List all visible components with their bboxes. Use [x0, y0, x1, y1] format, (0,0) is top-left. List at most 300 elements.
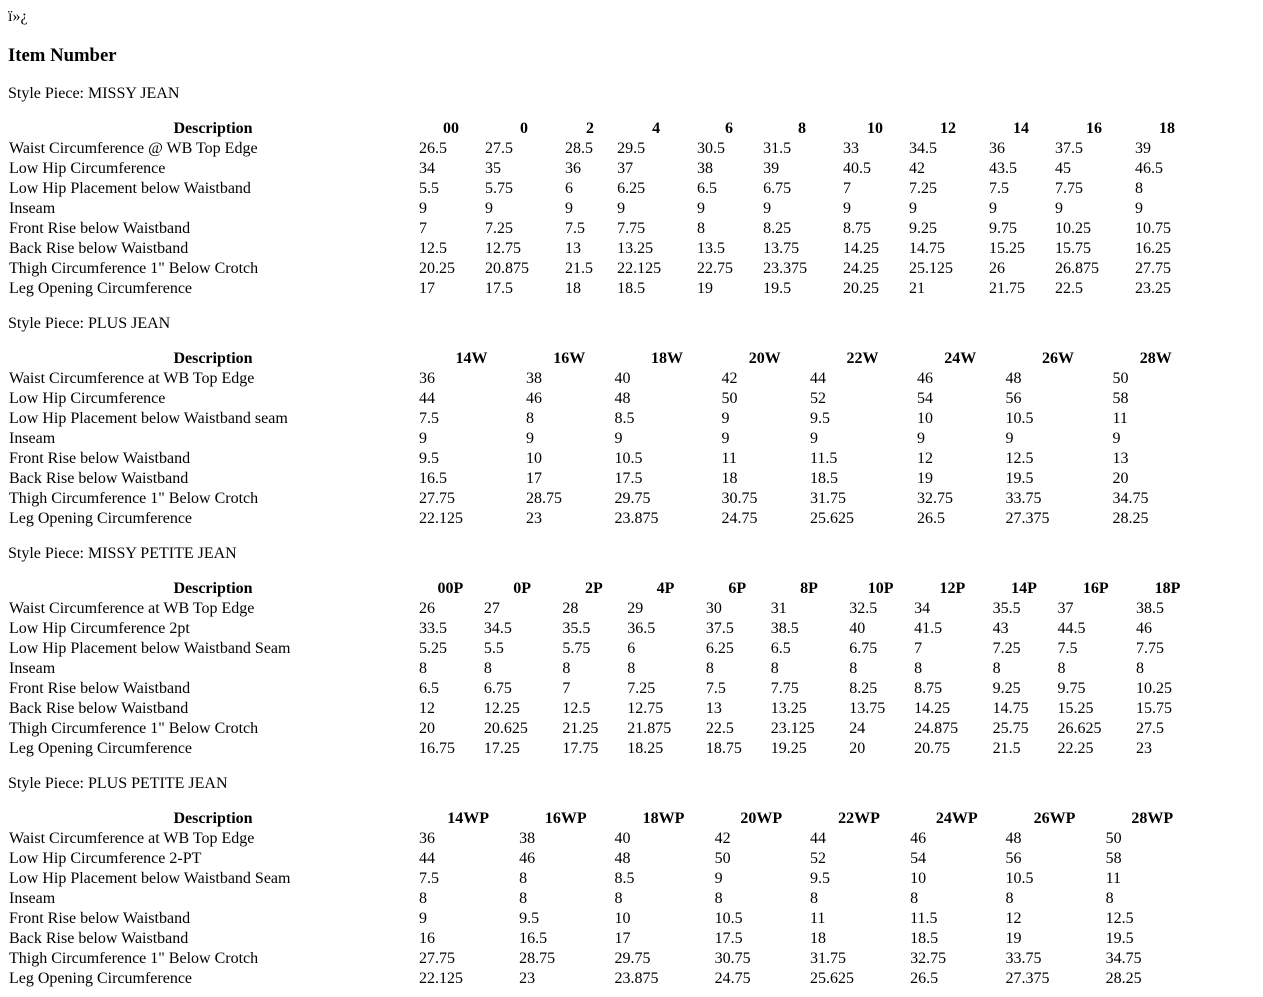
measurement-value: 9	[485, 200, 494, 218]
measurement-row	[8, 409, 1200, 429]
measurement-value: 9	[697, 200, 706, 218]
measurement-value: 44	[419, 850, 435, 868]
measurement-value: 21.5	[992, 740, 1021, 758]
measurement-label: Low Hip Placement below Waistband Seam	[9, 640, 291, 658]
measurement-label: Leg Opening Circumference	[9, 280, 193, 298]
measurement-value: 34.75	[1105, 950, 1142, 968]
measurement-label: Low Hip Placement below Waistband Seam	[9, 870, 291, 888]
measurement-value: 13.25	[770, 700, 807, 718]
measurement-value: 20	[1112, 470, 1129, 488]
measurement-value: 12.5	[419, 240, 447, 258]
measurement-row	[8, 949, 1200, 969]
measurement-value: 50	[1105, 830, 1122, 848]
measurement-value: 20	[849, 740, 866, 758]
measurement-value: 5.5	[419, 180, 439, 198]
measurement-value: 19.25	[770, 740, 807, 758]
measurement-value: 11.5	[809, 450, 838, 468]
measurement-value: 26.625	[1057, 720, 1102, 738]
size-column-header: 6P	[728, 580, 747, 598]
measurement-value: 22.25	[1057, 740, 1094, 758]
measurement-value: 23.375	[763, 260, 808, 278]
measurement-row	[8, 239, 1200, 259]
measurement-value: 8	[627, 660, 636, 678]
measurement-value: 10.25	[1136, 680, 1173, 698]
measurement-value: 33.5	[419, 620, 447, 638]
measurement-value: 13.75	[763, 240, 800, 258]
measurement-row	[8, 279, 1200, 299]
measurement-value: 28.75	[526, 490, 563, 508]
measurement-value: 33.75	[1005, 950, 1042, 968]
measurement-value: 23.875	[614, 970, 659, 988]
measurement-value: 25.625	[809, 510, 854, 528]
measurement-row	[8, 719, 1200, 739]
measurement-row	[8, 659, 1200, 679]
measurement-value: 10.5	[714, 910, 743, 928]
measurement-value: 7.75	[770, 680, 799, 698]
measurement-label: Waist Circumference @ WB Top Edge	[9, 140, 258, 158]
measurement-value: 8.25	[763, 220, 792, 238]
measurement-value: 45	[1055, 160, 1071, 178]
measurement-label: Low Hip Placement below Waistband seam	[9, 410, 288, 428]
measurement-value: 18.75	[705, 740, 742, 758]
measurement-value: 27.375	[1005, 970, 1050, 988]
measurement-value: 46	[910, 830, 927, 848]
measurement-value: 12	[917, 450, 934, 468]
measurement-value: 44	[419, 390, 435, 408]
measurement-value: 31.75	[809, 490, 846, 508]
measurement-value: 5.25	[419, 640, 447, 658]
description-column-header: Description	[173, 580, 253, 598]
size-column-header: 16WP	[544, 810, 587, 828]
measurement-value: 20.75	[914, 740, 951, 758]
measurement-value: 38.5	[770, 620, 799, 638]
measurement-label: Back Rise below Waistband	[9, 930, 189, 948]
measurement-value: 35.5	[992, 600, 1021, 618]
measurement-value: 24.75	[721, 510, 758, 528]
measurement-value: 34	[419, 160, 435, 178]
measurement-value: 56	[1005, 850, 1022, 868]
measurement-value: 9	[763, 200, 772, 218]
size-column-header: 22WP	[838, 810, 880, 828]
measurement-value: 10.5	[1005, 870, 1034, 888]
measurement-value: 9	[614, 430, 623, 448]
measurement-value: 15.75	[1055, 240, 1091, 258]
measurement-label: Front Rise below Waistband	[9, 680, 191, 698]
measurement-value: 6.75	[483, 680, 512, 698]
size-column-header: 4P	[656, 580, 675, 598]
measurement-value: 10	[910, 870, 927, 888]
measurement-value: 8	[910, 890, 919, 908]
measurement-value: 10	[526, 450, 543, 468]
measurement-value: 42	[714, 830, 731, 848]
measurement-value: 28	[562, 600, 579, 618]
measurement-value: 22.125	[419, 970, 463, 988]
measurement-value: 39	[1134, 140, 1151, 158]
measurement-value: 18	[564, 280, 581, 298]
measurement-value: 8	[1136, 660, 1145, 678]
measurement-value: 40	[614, 830, 631, 848]
measurement-value: 24	[849, 720, 866, 738]
measurement-value: 27.375	[1005, 510, 1050, 528]
measurement-value: 21	[909, 280, 926, 298]
measurement-value: 38.5	[1136, 600, 1165, 618]
size-column-header: 28WP	[1131, 810, 1174, 828]
measurement-label: Leg Opening Circumference	[9, 740, 193, 758]
measurement-value: 44	[809, 830, 826, 848]
measurement-row	[8, 829, 1200, 849]
measurement-value: 21.25	[562, 720, 599, 738]
description-column-header: Description	[173, 120, 253, 138]
measurement-row	[8, 909, 1200, 929]
measurement-value: 8.5	[614, 870, 635, 888]
measurement-value: 17	[419, 280, 435, 298]
measurement-value: 46	[917, 370, 934, 388]
measurement-value: 16.75	[419, 740, 455, 758]
measurement-value: 8.5	[614, 410, 635, 428]
measurement-label: Inseam	[9, 660, 56, 678]
measurement-value: 38	[519, 830, 536, 848]
measurement-row	[8, 929, 1200, 949]
measurement-value: 23	[1136, 740, 1153, 758]
measurement-value: 54	[917, 390, 934, 408]
size-column-header: 18P	[1154, 580, 1181, 598]
measurement-value: 7.5	[419, 410, 439, 428]
measurement-value: 52	[809, 850, 826, 868]
measurement-value: 9	[617, 200, 626, 218]
measurement-value: 18	[809, 930, 826, 948]
measurement-value: 33	[843, 140, 859, 158]
measurement-value: 29.75	[614, 950, 651, 968]
measurement-value: 13.25	[617, 240, 654, 258]
measurement-value: 17.5	[714, 930, 743, 948]
measurement-value: 37	[617, 160, 634, 178]
measurement-value: 20	[419, 720, 435, 738]
measurement-value: 6.5	[419, 680, 439, 698]
measurement-value: 9	[419, 430, 427, 448]
bom-artifact: ï»¿	[8, 8, 28, 25]
measurement-value: 31.75	[809, 950, 846, 968]
measurement-value: 25.125	[909, 260, 954, 278]
measurement-value: 9	[721, 430, 730, 448]
size-column-header: 2	[586, 120, 595, 138]
measurement-row	[8, 969, 1200, 989]
size-column-header: 00P	[437, 580, 464, 598]
measurement-value: 40	[849, 620, 866, 638]
measurement-value: 12.5	[1005, 450, 1034, 468]
measurement-label: Waist Circumference at WB Top Edge	[9, 830, 255, 848]
measurement-value: 8	[614, 890, 623, 908]
measurement-value: 56	[1005, 390, 1022, 408]
measurement-value: 9	[721, 410, 730, 428]
measurement-value: 8	[992, 660, 1001, 678]
size-column-header: 14W	[455, 350, 488, 368]
measurement-value: 28.5	[564, 140, 593, 158]
measurement-value: 43	[992, 620, 1009, 638]
measurement-value: 22.125	[419, 510, 463, 528]
measurement-row	[8, 889, 1200, 909]
size-column-header: 10	[867, 120, 884, 138]
measurement-value: 9.75	[1057, 680, 1086, 698]
description-column-header: Description	[173, 810, 253, 828]
size-column-header: 12	[940, 120, 956, 138]
measurement-value: 19.5	[763, 280, 792, 298]
measurement-value: 15.25	[1057, 700, 1094, 718]
measurement-label: Low Hip Circumference	[9, 390, 166, 408]
measurement-row	[8, 619, 1200, 639]
page-title: Item Number	[8, 44, 117, 66]
measurement-value: 21.5	[564, 260, 593, 278]
measurement-value: 17.5	[614, 470, 643, 488]
measurement-value: 9	[809, 430, 818, 448]
measurement-value: 34.5	[909, 140, 938, 158]
measurement-value: 19.5	[1005, 470, 1034, 488]
measurement-value: 23.875	[614, 510, 659, 528]
measurement-value: 46.5	[1134, 160, 1163, 178]
header-row	[8, 119, 1200, 139]
size-column-header: 16W	[553, 350, 586, 368]
measurement-row	[8, 139, 1200, 159]
measurement-value: 9	[909, 200, 918, 218]
measurement-value: 18	[721, 470, 738, 488]
measurement-value: 40	[614, 370, 631, 388]
measurement-value: 5.75	[562, 640, 591, 658]
measurement-value: 22.5	[705, 720, 734, 738]
measurement-value: 9	[564, 200, 573, 218]
measurement-value: 12.5	[1105, 910, 1134, 928]
size-column-header: 18WP	[642, 810, 685, 828]
measurement-value: 7	[843, 180, 851, 198]
measurement-value: 42	[721, 370, 738, 388]
measurement-value: 35.5	[562, 620, 591, 638]
measurement-value: 9	[714, 870, 723, 888]
measurement-row	[8, 199, 1200, 219]
measurement-value: 36	[419, 830, 435, 848]
measurement-value: 39	[763, 160, 780, 178]
measurement-value: 10.75	[1134, 220, 1171, 238]
measurement-value: 11	[809, 910, 826, 928]
measurement-value: 42	[909, 160, 926, 178]
measurement-label: Leg Opening Circumference	[9, 510, 193, 528]
measurement-value: 9.25	[909, 220, 938, 238]
measurement-value: 7.5	[1057, 640, 1078, 658]
measurement-value: 13.75	[849, 700, 886, 718]
measurement-row	[8, 179, 1200, 199]
measurement-value: 50	[714, 850, 731, 868]
measurement-value: 7.25	[992, 640, 1021, 658]
measurement-value: 8	[849, 660, 858, 678]
measurement-value: 30.5	[697, 140, 726, 158]
measurement-label: Thigh Circumference 1" Below Crotch	[9, 720, 259, 738]
measurement-value: 9	[1005, 430, 1014, 448]
measurement-value: 5.75	[485, 180, 514, 198]
style-piece-label-missy-petite-jean: Style Piece: MISSY PETITE JEAN	[8, 545, 237, 563]
measurement-value: 12.75	[485, 240, 522, 258]
measurement-value: 8	[526, 410, 535, 428]
measurement-value: 26.875	[1055, 260, 1099, 278]
measurement-label: Waist Circumference at WB Top Edge	[9, 600, 255, 618]
measurement-value: 8	[705, 660, 714, 678]
measurement-label: Leg Opening Circumference	[9, 970, 193, 988]
measurement-value: 7.25	[485, 220, 514, 238]
measurement-value: 10.5	[1005, 410, 1034, 428]
measurement-value: 34.75	[1112, 490, 1149, 508]
measurement-value: 12	[419, 700, 435, 718]
measurement-value: 22.75	[697, 260, 734, 278]
size-table-plus-jean	[8, 349, 1200, 529]
size-column-header: 22W	[846, 350, 879, 368]
measurement-label: Back Rise below Waistband	[9, 470, 189, 488]
measurement-value: 30.75	[721, 490, 758, 508]
measurement-value: 40.5	[843, 160, 871, 178]
measurement-value: 26.5	[917, 510, 946, 528]
description-column-header: Description	[173, 350, 253, 368]
measurement-value: 24.875	[914, 720, 959, 738]
measurement-value: 18.25	[627, 740, 664, 758]
measurement-value: 13	[564, 240, 581, 258]
measurement-value: 44.5	[1057, 620, 1086, 638]
measurement-value: 20.25	[419, 260, 455, 278]
measurement-row	[8, 449, 1200, 469]
measurement-value: 16.25	[1134, 240, 1171, 258]
measurement-value: 28.75	[519, 950, 556, 968]
measurement-value: 21.75	[988, 280, 1025, 298]
measurement-value: 50	[1112, 370, 1129, 388]
measurement-value: 34	[914, 600, 931, 618]
size-column-header: 00	[443, 120, 460, 138]
measurement-value: 10.5	[614, 450, 643, 468]
measurement-value: 32.75	[917, 490, 954, 508]
measurement-value: 18.5	[910, 930, 939, 948]
style-piece-label-missy-jean: Style Piece: MISSY JEAN	[8, 85, 180, 103]
measurement-value: 8	[519, 890, 528, 908]
measurement-value: 9	[1134, 200, 1143, 218]
size-column-header: 26WP	[1033, 810, 1076, 828]
measurement-value: 26.5	[419, 140, 447, 158]
measurement-value: 25.75	[992, 720, 1029, 738]
measurement-value: 58	[1105, 850, 1122, 868]
measurement-label: Low Hip Placement below Waistband	[9, 180, 251, 198]
measurement-value: 41.5	[914, 620, 943, 638]
measurement-value: 22.125	[617, 260, 662, 278]
measurement-value: 27.75	[419, 950, 455, 968]
measurement-label: Thigh Circumference 1" Below Crotch	[9, 260, 259, 278]
measurement-value: 36	[564, 160, 581, 178]
measurement-value: 31	[770, 600, 787, 618]
measurement-value: 8	[1005, 890, 1014, 908]
measurement-value: 32.75	[910, 950, 947, 968]
measurement-row	[8, 429, 1200, 449]
measurement-value: 24.25	[843, 260, 879, 278]
measurement-value: 27.75	[419, 490, 455, 508]
measurement-value: 10	[614, 910, 631, 928]
size-column-header: 12P	[939, 580, 966, 598]
size-column-header: 0P	[513, 580, 532, 598]
size-column-header: 0	[520, 120, 528, 138]
measurement-label: Front Rise below Waistband	[9, 450, 191, 468]
measurement-value: 6.5	[770, 640, 791, 658]
measurement-value: 9	[988, 200, 997, 218]
measurement-value: 8.75	[843, 220, 871, 238]
measurement-value: 9.25	[992, 680, 1021, 698]
measurement-value: 21.875	[627, 720, 672, 738]
measurement-row	[8, 599, 1200, 619]
measurement-label: Low Hip Circumference	[9, 160, 166, 178]
measurement-value: 43.5	[988, 160, 1017, 178]
measurement-value: 17.5	[485, 280, 514, 298]
measurement-value: 46	[526, 390, 543, 408]
measurement-value: 8	[914, 660, 923, 678]
measurement-value: 9.5	[809, 410, 830, 428]
measurement-row	[8, 509, 1200, 529]
measurement-value: 9.5	[419, 450, 439, 468]
measurement-value: 7	[914, 640, 923, 658]
measurement-label: Low Hip Circumference 2-PT	[9, 850, 202, 868]
measurement-value: 11	[721, 450, 737, 468]
size-column-header: 14WP	[447, 810, 489, 828]
measurement-value: 9.5	[519, 910, 540, 928]
measurement-value: 12.75	[627, 700, 664, 718]
measurement-value: 13	[1112, 450, 1129, 468]
measurement-value: 37.5	[1055, 140, 1083, 158]
measurement-value: 48	[614, 850, 631, 868]
measurement-value: 7.5	[988, 180, 1009, 198]
size-column-header: 16	[1085, 120, 1102, 138]
measurement-value: 9	[1112, 430, 1121, 448]
measurement-value: 6.25	[705, 640, 734, 658]
measurement-value: 7.25	[627, 680, 656, 698]
measurement-row	[8, 739, 1200, 759]
size-column-header: 8	[798, 120, 807, 138]
size-column-header: 4	[652, 120, 661, 138]
measurement-value: 15.25	[988, 240, 1025, 258]
measurement-value: 31.5	[763, 140, 792, 158]
measurement-value: 9	[1055, 200, 1063, 218]
measurement-value: 20.875	[485, 260, 530, 278]
measurement-value: 26.5	[910, 970, 939, 988]
measurement-row	[8, 159, 1200, 179]
measurement-value: 27.5	[1136, 720, 1165, 738]
measurement-row	[8, 679, 1200, 699]
measurement-label: Inseam	[9, 890, 56, 908]
measurement-value: 7.5	[564, 220, 585, 238]
size-column-header: 8P	[800, 580, 818, 598]
size-table-plus-petite-jean	[8, 809, 1200, 989]
measurement-value: 32.5	[849, 600, 878, 618]
measurement-value: 6.25	[617, 180, 646, 198]
measurement-value: 36	[988, 140, 1005, 158]
measurement-value: 10	[917, 410, 934, 428]
measurement-value: 27.75	[1134, 260, 1171, 278]
measurement-value: 7	[562, 680, 571, 698]
measurement-row	[8, 389, 1200, 409]
header-row	[8, 579, 1200, 599]
measurement-value: 8	[809, 890, 818, 908]
measurement-value: 46	[519, 850, 536, 868]
measurement-value: 34.5	[483, 620, 512, 638]
measurement-row	[8, 259, 1200, 279]
measurement-value: 35	[485, 160, 502, 178]
measurement-value: 9.5	[809, 870, 830, 888]
measurement-value: 33.75	[1005, 490, 1042, 508]
measurement-value: 30.75	[714, 950, 751, 968]
measurement-value: 8	[562, 660, 571, 678]
measurement-value: 23	[519, 970, 536, 988]
measurement-value: 8	[419, 890, 427, 908]
measurement-value: 10.25	[1055, 220, 1091, 238]
measurement-value: 38	[697, 160, 714, 178]
size-column-header: 26W	[1041, 350, 1074, 368]
size-column-header: 6	[725, 120, 734, 138]
